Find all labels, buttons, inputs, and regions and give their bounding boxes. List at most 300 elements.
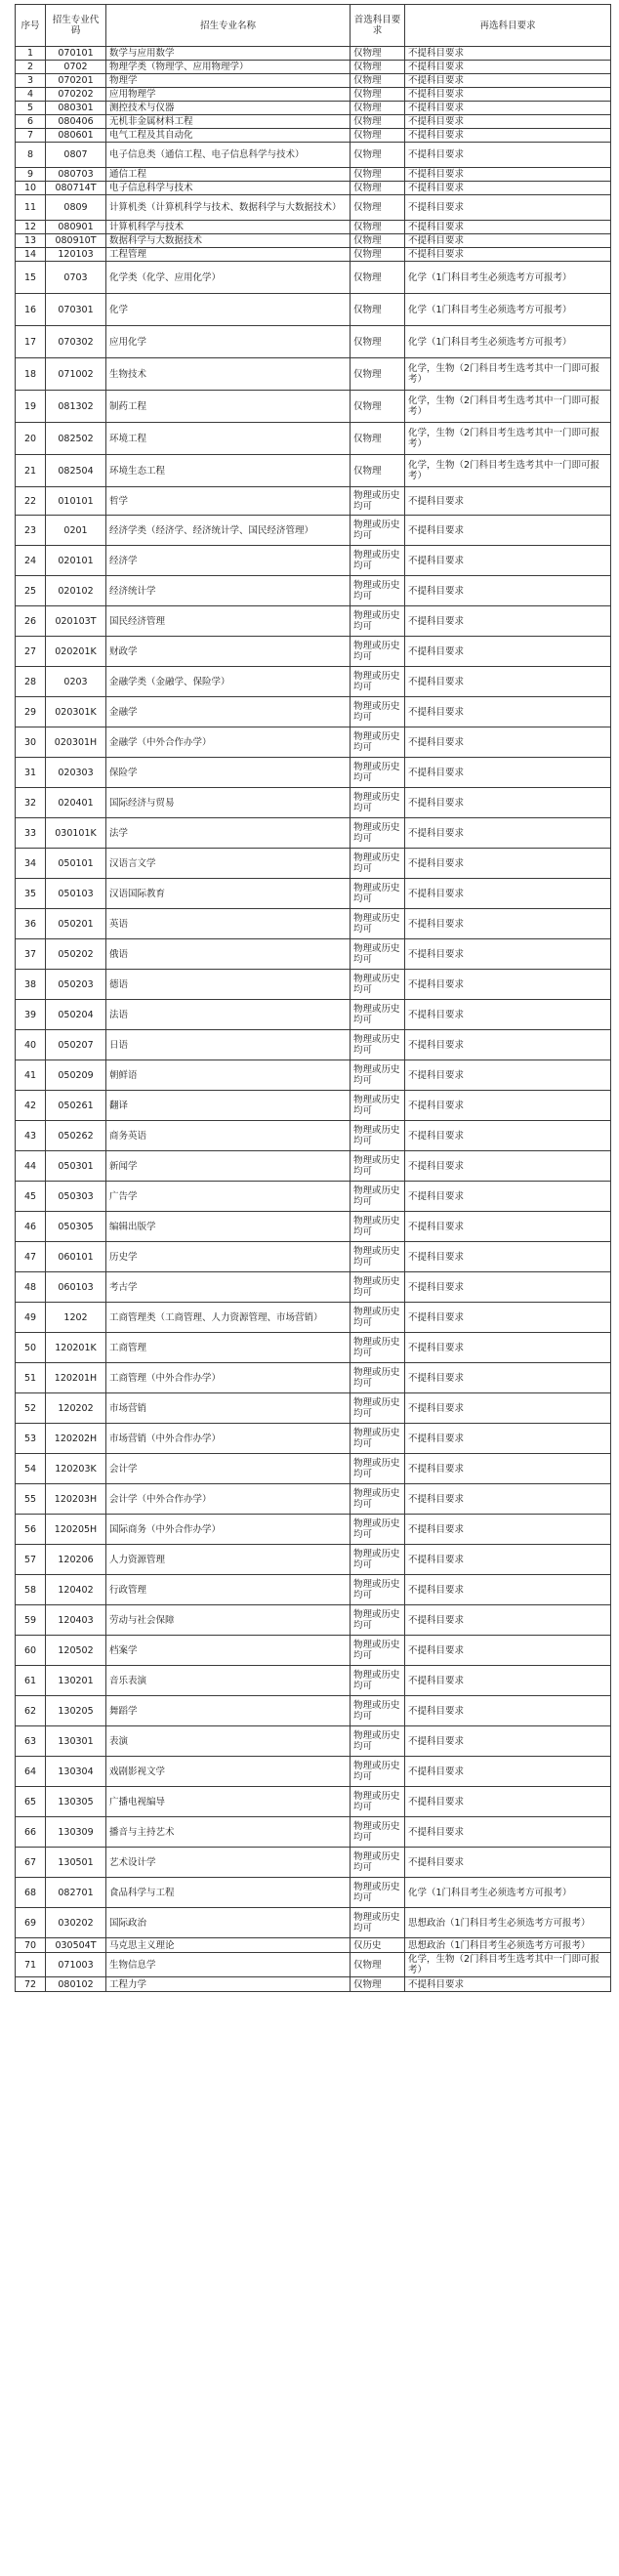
major-name-cell: 劳动与社会保障 xyxy=(106,1605,351,1636)
seq-cell: 66 xyxy=(16,1817,46,1848)
major-code-cell: 050202 xyxy=(46,939,106,970)
table-row xyxy=(16,1121,611,1151)
major-name-cell: 新闻学 xyxy=(106,1151,351,1182)
major-code-cell: 020201K xyxy=(46,637,106,667)
primary-subject-cell: 仅物理 xyxy=(351,143,405,168)
secondary-subject-cell: 不提科目要求 xyxy=(405,1272,611,1303)
major-name-cell: 食品科学与工程 xyxy=(106,1878,351,1908)
primary-subject-cell: 物理或历史均可 xyxy=(351,1393,405,1424)
secondary-subject-cell: 不提科目要求 xyxy=(405,1242,611,1272)
secondary-subject-cell: 化学（1门科目考生必须选考方可报考） xyxy=(405,262,611,294)
table-body xyxy=(16,47,611,1992)
major-code-cell: 130304 xyxy=(46,1757,106,1787)
primary-subject-cell: 仅物理 xyxy=(351,326,405,358)
secondary-subject-cell: 化学，生物（2门科目考生选考其中一门即可报考） xyxy=(405,391,611,423)
primary-subject-cell: 物理或历史均可 xyxy=(351,1757,405,1787)
table-row xyxy=(16,576,611,606)
seq-cell: 12 xyxy=(16,221,46,234)
major-name-cell: 日语 xyxy=(106,1030,351,1060)
primary-subject-cell: 物理或历史均可 xyxy=(351,1121,405,1151)
major-code-cell: 120502 xyxy=(46,1636,106,1666)
seq-cell: 39 xyxy=(16,1000,46,1030)
primary-subject-cell: 仅物理 xyxy=(351,88,405,102)
seq-cell: 72 xyxy=(16,1977,46,1992)
seq-cell: 26 xyxy=(16,606,46,637)
header-major-name: 招生专业名称 xyxy=(106,5,351,47)
table-row xyxy=(16,606,611,637)
major-name-cell: 舞蹈学 xyxy=(106,1696,351,1726)
primary-subject-cell: 物理或历史均可 xyxy=(351,970,405,1000)
major-name-cell: 会计学 xyxy=(106,1454,351,1484)
table-row xyxy=(16,262,611,294)
secondary-subject-cell: 不提科目要求 xyxy=(405,1636,611,1666)
major-name-cell: 生物信息学 xyxy=(106,1953,351,1977)
seq-cell: 63 xyxy=(16,1726,46,1757)
table-row xyxy=(16,516,611,546)
table-row xyxy=(16,143,611,168)
primary-subject-cell: 仅历史 xyxy=(351,1938,405,1953)
major-name-cell: 金融学（中外合作办学） xyxy=(106,727,351,758)
major-code-cell: 070201 xyxy=(46,74,106,88)
secondary-subject-cell: 不提科目要求 xyxy=(405,1817,611,1848)
seq-cell: 3 xyxy=(16,74,46,88)
seq-cell: 28 xyxy=(16,667,46,697)
major-name-cell: 应用化学 xyxy=(106,326,351,358)
primary-subject-cell: 物理或历史均可 xyxy=(351,697,405,727)
seq-cell: 68 xyxy=(16,1878,46,1908)
primary-subject-cell: 仅物理 xyxy=(351,61,405,74)
seq-cell: 14 xyxy=(16,248,46,262)
table-row xyxy=(16,546,611,576)
major-code-cell: 130305 xyxy=(46,1787,106,1817)
table-row xyxy=(16,909,611,939)
seq-cell: 16 xyxy=(16,294,46,326)
primary-subject-cell: 物理或历史均可 xyxy=(351,1333,405,1363)
secondary-subject-cell: 不提科目要求 xyxy=(405,758,611,788)
seq-cell: 47 xyxy=(16,1242,46,1272)
seq-cell: 30 xyxy=(16,727,46,758)
primary-subject-cell: 仅物理 xyxy=(351,74,405,88)
secondary-subject-cell: 不提科目要求 xyxy=(405,1545,611,1575)
seq-cell: 13 xyxy=(16,234,46,248)
primary-subject-cell: 物理或历史均可 xyxy=(351,818,405,849)
table-row xyxy=(16,1817,611,1848)
table-row xyxy=(16,1454,611,1484)
secondary-subject-cell: 不提科目要求 xyxy=(405,248,611,262)
primary-subject-cell: 物理或历史均可 xyxy=(351,606,405,637)
major-code-cell: 120402 xyxy=(46,1575,106,1605)
table-row xyxy=(16,1666,611,1696)
major-name-cell: 制药工程 xyxy=(106,391,351,423)
secondary-subject-cell: 不提科目要求 xyxy=(405,195,611,221)
table-row xyxy=(16,1182,611,1212)
major-code-cell: 120403 xyxy=(46,1605,106,1636)
primary-subject-cell: 物理或历史均可 xyxy=(351,1726,405,1757)
major-code-cell: 0201 xyxy=(46,516,106,546)
seq-cell: 25 xyxy=(16,576,46,606)
secondary-subject-cell: 不提科目要求 xyxy=(405,88,611,102)
seq-cell: 46 xyxy=(16,1212,46,1242)
major-name-cell: 经济统计学 xyxy=(106,576,351,606)
major-code-cell: 120203K xyxy=(46,1454,106,1484)
table-row xyxy=(16,61,611,74)
primary-subject-cell: 仅物理 xyxy=(351,391,405,423)
secondary-subject-cell: 不提科目要求 xyxy=(405,115,611,129)
primary-subject-cell: 物理或历史均可 xyxy=(351,1424,405,1454)
table-row xyxy=(16,1878,611,1908)
major-code-cell: 120205H xyxy=(46,1515,106,1545)
header-primary-subject: 首选科目要求 xyxy=(351,5,405,47)
secondary-subject-cell: 不提科目要求 xyxy=(405,576,611,606)
table-row xyxy=(16,358,611,391)
secondary-subject-cell: 不提科目要求 xyxy=(405,168,611,182)
secondary-subject-cell: 不提科目要求 xyxy=(405,1030,611,1060)
secondary-subject-cell: 不提科目要求 xyxy=(405,970,611,1000)
seq-cell: 58 xyxy=(16,1575,46,1605)
major-name-cell: 播音与主持艺术 xyxy=(106,1817,351,1848)
major-code-cell: 120202H xyxy=(46,1424,106,1454)
major-name-cell: 工程管理 xyxy=(106,248,351,262)
primary-subject-cell: 物理或历史均可 xyxy=(351,1908,405,1938)
major-code-cell: 080102 xyxy=(46,1977,106,1992)
major-name-cell: 工商管理类（工商管理、人力资源管理、市场营销） xyxy=(106,1303,351,1333)
seq-cell: 27 xyxy=(16,637,46,667)
major-code-cell: 020103T xyxy=(46,606,106,637)
seq-cell: 32 xyxy=(16,788,46,818)
table-row xyxy=(16,758,611,788)
seq-cell: 50 xyxy=(16,1333,46,1363)
primary-subject-cell: 仅物理 xyxy=(351,1977,405,1992)
major-code-cell: 070301 xyxy=(46,294,106,326)
major-name-cell: 国际商务（中外合作办学） xyxy=(106,1515,351,1545)
primary-subject-cell: 物理或历史均可 xyxy=(351,1848,405,1878)
secondary-subject-cell: 不提科目要求 xyxy=(405,849,611,879)
secondary-subject-cell: 不提科目要求 xyxy=(405,1121,611,1151)
primary-subject-cell: 物理或历史均可 xyxy=(351,849,405,879)
major-name-cell: 人力资源管理 xyxy=(106,1545,351,1575)
major-code-cell: 010101 xyxy=(46,487,106,516)
major-code-cell: 030202 xyxy=(46,1908,106,1938)
seq-cell: 24 xyxy=(16,546,46,576)
seq-cell: 35 xyxy=(16,879,46,909)
table-row xyxy=(16,879,611,909)
table-row xyxy=(16,221,611,234)
major-name-cell: 金融学 xyxy=(106,697,351,727)
major-code-cell: 080301 xyxy=(46,102,106,115)
major-name-cell: 环境工程 xyxy=(106,423,351,455)
seq-cell: 41 xyxy=(16,1060,46,1091)
seq-cell: 18 xyxy=(16,358,46,391)
major-name-cell: 哲学 xyxy=(106,487,351,516)
major-code-cell: 082502 xyxy=(46,423,106,455)
major-name-cell: 表演 xyxy=(106,1726,351,1757)
table-row xyxy=(16,88,611,102)
major-code-cell: 070302 xyxy=(46,326,106,358)
table-row xyxy=(16,667,611,697)
seq-cell: 71 xyxy=(16,1953,46,1977)
primary-subject-cell: 仅物理 xyxy=(351,129,405,143)
primary-subject-cell: 物理或历史均可 xyxy=(351,487,405,516)
table-row xyxy=(16,248,611,262)
major-name-cell: 计算机科学与技术 xyxy=(106,221,351,234)
seq-cell: 70 xyxy=(16,1938,46,1953)
major-code-cell: 080406 xyxy=(46,115,106,129)
primary-subject-cell: 仅物理 xyxy=(351,221,405,234)
table-row xyxy=(16,1953,611,1977)
secondary-subject-cell: 化学（1门科目考生必须选考方可报考） xyxy=(405,326,611,358)
seq-cell: 61 xyxy=(16,1666,46,1696)
header-seq: 序号 xyxy=(16,5,46,47)
primary-subject-cell: 物理或历史均可 xyxy=(351,879,405,909)
major-code-cell: 130501 xyxy=(46,1848,106,1878)
secondary-subject-cell: 不提科目要求 xyxy=(405,879,611,909)
major-code-cell: 030101K xyxy=(46,818,106,849)
secondary-subject-cell: 不提科目要求 xyxy=(405,1575,611,1605)
major-name-cell: 市场营销（中外合作办学） xyxy=(106,1424,351,1454)
major-name-cell: 经济学 xyxy=(106,546,351,576)
table-row xyxy=(16,391,611,423)
secondary-subject-cell: 不提科目要求 xyxy=(405,1212,611,1242)
seq-cell: 2 xyxy=(16,61,46,74)
major-name-cell: 电子信息类（通信工程、电子信息科学与技术） xyxy=(106,143,351,168)
seq-cell: 60 xyxy=(16,1636,46,1666)
secondary-subject-cell: 化学，生物（2门科目考生选考其中一门即可报考） xyxy=(405,358,611,391)
major-code-cell: 050305 xyxy=(46,1212,106,1242)
table-row xyxy=(16,788,611,818)
major-code-cell: 020301H xyxy=(46,727,106,758)
primary-subject-cell: 仅物理 xyxy=(351,195,405,221)
table-row xyxy=(16,1575,611,1605)
major-name-cell: 电子信息科学与技术 xyxy=(106,182,351,195)
major-name-cell: 金融学类（金融学、保险学） xyxy=(106,667,351,697)
table-row xyxy=(16,47,611,61)
primary-subject-cell: 物理或历史均可 xyxy=(351,939,405,970)
major-name-cell: 法语 xyxy=(106,1000,351,1030)
secondary-subject-cell: 不提科目要求 xyxy=(405,516,611,546)
secondary-subject-cell: 不提科目要求 xyxy=(405,637,611,667)
secondary-subject-cell: 化学（1门科目考生必须选考方可报考） xyxy=(405,294,611,326)
seq-cell: 44 xyxy=(16,1151,46,1182)
table-row xyxy=(16,1060,611,1091)
table-row xyxy=(16,849,611,879)
secondary-subject-cell: 不提科目要求 xyxy=(405,102,611,115)
seq-cell: 42 xyxy=(16,1091,46,1121)
table-row xyxy=(16,234,611,248)
primary-subject-cell: 仅物理 xyxy=(351,262,405,294)
primary-subject-cell: 物理或历史均可 xyxy=(351,1000,405,1030)
major-code-cell: 050301 xyxy=(46,1151,106,1182)
secondary-subject-cell: 不提科目要求 xyxy=(405,727,611,758)
primary-subject-cell: 物理或历史均可 xyxy=(351,1636,405,1666)
major-name-cell: 化学 xyxy=(106,294,351,326)
major-code-cell: 0702 xyxy=(46,61,106,74)
table-row xyxy=(16,1212,611,1242)
major-name-cell: 化学类（化学、应用化学） xyxy=(106,262,351,294)
seq-cell: 43 xyxy=(16,1121,46,1151)
major-name-cell: 法学 xyxy=(106,818,351,849)
major-name-cell: 市场营销 xyxy=(106,1393,351,1424)
secondary-subject-cell: 不提科目要求 xyxy=(405,1363,611,1393)
major-code-cell: 120203H xyxy=(46,1484,106,1515)
major-name-cell: 朝鲜语 xyxy=(106,1060,351,1091)
major-name-cell: 测控技术与仪器 xyxy=(106,102,351,115)
primary-subject-cell: 物理或历史均可 xyxy=(351,788,405,818)
primary-subject-cell: 物理或历史均可 xyxy=(351,516,405,546)
primary-subject-cell: 仅物理 xyxy=(351,234,405,248)
header-secondary-subject: 再选科目要求 xyxy=(405,5,611,47)
major-code-cell: 060101 xyxy=(46,1242,106,1272)
major-name-cell: 生物技术 xyxy=(106,358,351,391)
secondary-subject-cell: 不提科目要求 xyxy=(405,61,611,74)
secondary-subject-cell: 不提科目要求 xyxy=(405,143,611,168)
major-code-cell: 020301K xyxy=(46,697,106,727)
secondary-subject-cell: 不提科目要求 xyxy=(405,909,611,939)
major-name-cell: 汉语国际教育 xyxy=(106,879,351,909)
primary-subject-cell: 物理或历史均可 xyxy=(351,1363,405,1393)
major-code-cell: 020303 xyxy=(46,758,106,788)
major-code-cell: 060103 xyxy=(46,1272,106,1303)
seq-cell: 37 xyxy=(16,939,46,970)
major-name-cell: 汉语言文学 xyxy=(106,849,351,879)
table-row xyxy=(16,727,611,758)
primary-subject-cell: 仅物理 xyxy=(351,115,405,129)
major-code-cell: 120201K xyxy=(46,1333,106,1363)
major-name-cell: 马克思主义理论 xyxy=(106,1938,351,1953)
table-row xyxy=(16,1000,611,1030)
secondary-subject-cell: 不提科目要求 xyxy=(405,546,611,576)
major-code-cell: 130309 xyxy=(46,1817,106,1848)
major-code-cell: 050262 xyxy=(46,1121,106,1151)
secondary-subject-cell: 不提科目要求 xyxy=(405,1182,611,1212)
seq-cell: 40 xyxy=(16,1030,46,1060)
major-code-cell: 071002 xyxy=(46,358,106,391)
seq-cell: 29 xyxy=(16,697,46,727)
seq-cell: 6 xyxy=(16,115,46,129)
major-name-cell: 音乐表演 xyxy=(106,1666,351,1696)
primary-subject-cell: 物理或历史均可 xyxy=(351,1030,405,1060)
seq-cell: 54 xyxy=(16,1454,46,1484)
table-row xyxy=(16,818,611,849)
seq-cell: 48 xyxy=(16,1272,46,1303)
secondary-subject-cell: 不提科目要求 xyxy=(405,129,611,143)
table-row xyxy=(16,195,611,221)
major-name-cell: 编辑出版学 xyxy=(106,1212,351,1242)
seq-cell: 34 xyxy=(16,849,46,879)
secondary-subject-cell: 化学（1门科目考生必须选考方可报考） xyxy=(405,1878,611,1908)
major-name-cell: 广播电视编导 xyxy=(106,1787,351,1817)
secondary-subject-cell: 不提科目要求 xyxy=(405,667,611,697)
major-name-cell: 翻译 xyxy=(106,1091,351,1121)
primary-subject-cell: 物理或历史均可 xyxy=(351,1484,405,1515)
table-row xyxy=(16,326,611,358)
major-name-cell: 电气工程及其自动化 xyxy=(106,129,351,143)
primary-subject-cell: 物理或历史均可 xyxy=(351,1454,405,1484)
seq-cell: 51 xyxy=(16,1363,46,1393)
secondary-subject-cell: 不提科目要求 xyxy=(405,1454,611,1484)
seq-cell: 53 xyxy=(16,1424,46,1454)
major-code-cell: 0203 xyxy=(46,667,106,697)
seq-cell: 59 xyxy=(16,1605,46,1636)
secondary-subject-cell: 不提科目要求 xyxy=(405,1848,611,1878)
major-name-cell: 会计学（中外合作办学） xyxy=(106,1484,351,1515)
major-code-cell: 020401 xyxy=(46,788,106,818)
major-code-cell: 050203 xyxy=(46,970,106,1000)
major-code-cell: 070202 xyxy=(46,88,106,102)
primary-subject-cell: 仅物理 xyxy=(351,168,405,182)
major-code-cell: 080601 xyxy=(46,129,106,143)
table-row xyxy=(16,1787,611,1817)
major-code-cell: 0807 xyxy=(46,143,106,168)
major-name-cell: 历史学 xyxy=(106,1242,351,1272)
table-row xyxy=(16,1303,611,1333)
major-code-cell: 020101 xyxy=(46,546,106,576)
major-name-cell: 通信工程 xyxy=(106,168,351,182)
secondary-subject-cell: 不提科目要求 xyxy=(405,1726,611,1757)
seq-cell: 21 xyxy=(16,455,46,487)
secondary-subject-cell: 不提科目要求 xyxy=(405,1333,611,1363)
major-name-cell: 戏剧影视文学 xyxy=(106,1757,351,1787)
secondary-subject-cell: 化学，生物（2门科目考生选考其中一门即可报考） xyxy=(405,423,611,455)
major-code-cell: 120201H xyxy=(46,1363,106,1393)
major-code-cell: 050204 xyxy=(46,1000,106,1030)
primary-subject-cell: 物理或历史均可 xyxy=(351,1242,405,1272)
major-code-cell: 0809 xyxy=(46,195,106,221)
table-row xyxy=(16,1696,611,1726)
major-name-cell: 无机非金属材料工程 xyxy=(106,115,351,129)
secondary-subject-cell: 不提科目要求 xyxy=(405,939,611,970)
table-row xyxy=(16,129,611,143)
secondary-subject-cell: 不提科目要求 xyxy=(405,1060,611,1091)
table-row xyxy=(16,294,611,326)
major-code-cell: 050201 xyxy=(46,909,106,939)
primary-subject-cell: 仅物理 xyxy=(351,47,405,61)
header-major-code: 招生专业代码 xyxy=(46,5,106,47)
major-name-cell: 国民经济管理 xyxy=(106,606,351,637)
seq-cell: 64 xyxy=(16,1757,46,1787)
major-code-cell: 080703 xyxy=(46,168,106,182)
primary-subject-cell: 仅物理 xyxy=(351,294,405,326)
major-code-cell: 080714T xyxy=(46,182,106,195)
secondary-subject-cell: 不提科目要求 xyxy=(405,697,611,727)
major-code-cell: 130301 xyxy=(46,1726,106,1757)
primary-subject-cell: 物理或历史均可 xyxy=(351,909,405,939)
table-row xyxy=(16,1726,611,1757)
major-name-cell: 计算机类（计算机科学与技术、数据科学与大数据技术） xyxy=(106,195,351,221)
major-code-cell: 050209 xyxy=(46,1060,106,1091)
table-row xyxy=(16,697,611,727)
seq-cell: 55 xyxy=(16,1484,46,1515)
table-row xyxy=(16,1242,611,1272)
secondary-subject-cell: 不提科目要求 xyxy=(405,1000,611,1030)
table-row xyxy=(16,423,611,455)
secondary-subject-cell: 不提科目要求 xyxy=(405,1393,611,1424)
table-row xyxy=(16,1030,611,1060)
major-name-cell: 保险学 xyxy=(106,758,351,788)
primary-subject-cell: 物理或历史均可 xyxy=(351,1817,405,1848)
primary-subject-cell: 物理或历史均可 xyxy=(351,1303,405,1333)
seq-cell: 20 xyxy=(16,423,46,455)
table-row xyxy=(16,1393,611,1424)
secondary-subject-cell: 不提科目要求 xyxy=(405,182,611,195)
primary-subject-cell: 物理或历史均可 xyxy=(351,637,405,667)
table-row xyxy=(16,115,611,129)
major-code-cell: 050103 xyxy=(46,879,106,909)
secondary-subject-cell: 不提科目要求 xyxy=(405,1091,611,1121)
primary-subject-cell: 物理或历史均可 xyxy=(351,546,405,576)
seq-cell: 1 xyxy=(16,47,46,61)
seq-cell: 15 xyxy=(16,262,46,294)
secondary-subject-cell: 不提科目要求 xyxy=(405,221,611,234)
